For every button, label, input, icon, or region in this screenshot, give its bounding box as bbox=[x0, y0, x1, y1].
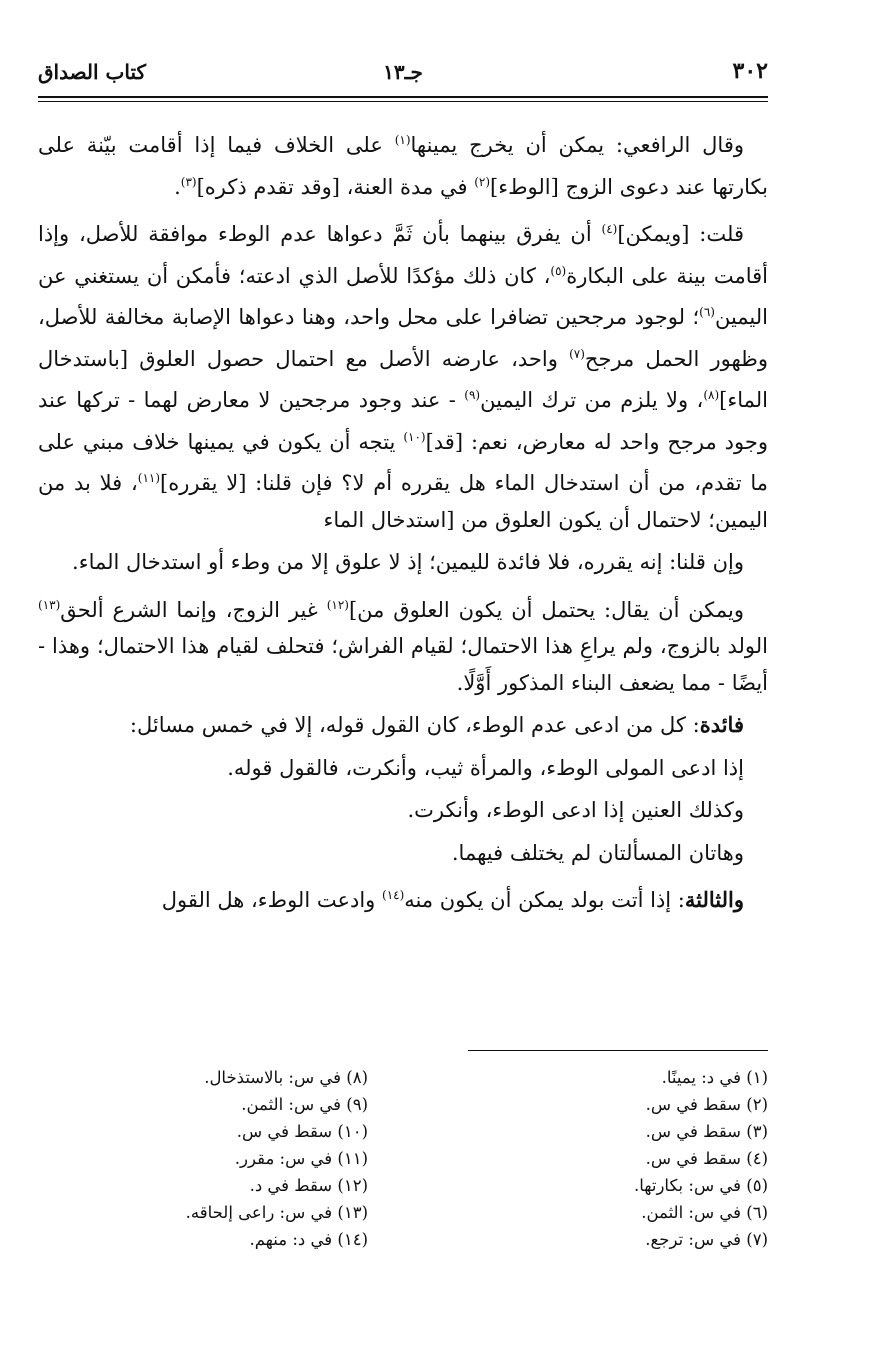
text-run: وادعت الوطء، هل القول bbox=[161, 888, 382, 912]
footnote-text: سقط في س. bbox=[236, 1122, 333, 1141]
footnote-text: في س: ترجع. bbox=[645, 1230, 741, 1249]
text-run: ، كان ذلك مؤكدًا للأصل الذي ادعته؛ فأمكن أن يستغني عن اليمين bbox=[38, 263, 768, 329]
page-number: ٣٠٢ bbox=[732, 58, 768, 84]
paragraph-5 bbox=[38, 707, 768, 744]
footnote-text: سقط في د. bbox=[249, 1176, 333, 1195]
footnote-ref[interactable]: (٩) bbox=[464, 388, 481, 402]
footnotes-left-column bbox=[28, 1064, 368, 1253]
footnote bbox=[428, 1118, 768, 1145]
footnote-text: في س: الثمن. bbox=[241, 1095, 341, 1114]
footnote-ref[interactable]: (١٤) bbox=[382, 888, 405, 902]
footnote-number: (١٤) bbox=[337, 1230, 368, 1249]
paragraph-4 bbox=[38, 587, 768, 702]
text-run: . bbox=[174, 174, 181, 199]
footnote-text: في س: بالاستذخال. bbox=[204, 1068, 341, 1087]
footnote-ref[interactable]: (٤) bbox=[601, 222, 618, 236]
footnote-number: (٢) bbox=[746, 1095, 768, 1114]
text-run: غير الزوج، وإنما الشرع ألحق bbox=[60, 597, 327, 622]
header-rule-thin bbox=[38, 101, 768, 102]
header-rule-thick bbox=[38, 96, 768, 98]
footnote bbox=[428, 1172, 768, 1199]
paragraph-7: وكذلك العنين إذا ادعى الوطء، وأنكرت. bbox=[407, 798, 744, 822]
paragraph-6: إذا ادعى المولى الوطء، والمرأة ثيب، وأنكرت، فالقول قوله. bbox=[227, 755, 744, 780]
paragraph-1 bbox=[38, 122, 768, 205]
text-run: على الخلاف فيما إذا أقامت بيّنة على بكارتها عند دعوى الزوج [الوطء] bbox=[38, 133, 768, 199]
footnote-number: (٩) bbox=[346, 1095, 368, 1114]
footnote bbox=[428, 1226, 768, 1253]
text-run: ويمكن أن يقال: يحتمل أن يكون العلوق من] bbox=[348, 597, 745, 622]
paragraph-2 bbox=[38, 211, 768, 538]
footnote-ref[interactable]: (٢) bbox=[474, 174, 491, 189]
text-run: : إذا أتت بولد يمكن أن يكون منه bbox=[404, 888, 685, 912]
footnote bbox=[28, 1226, 368, 1253]
footnote bbox=[28, 1091, 368, 1118]
footnote-number: (١٢) bbox=[337, 1176, 368, 1195]
footnote bbox=[428, 1091, 768, 1118]
footnote-text: في س: مقرر. bbox=[234, 1149, 333, 1168]
footnote-ref[interactable]: (٣) bbox=[180, 174, 197, 189]
text-run: - عند وجود مرجحين لا معارض لهما - تركها عند وجود مرجح واحد له معارض، نعم: [قد] bbox=[38, 388, 768, 454]
footnote-number: (٥) bbox=[746, 1176, 768, 1195]
footnote bbox=[28, 1118, 368, 1145]
footnote-text: في س: الثمن. bbox=[641, 1203, 741, 1222]
footnote bbox=[428, 1199, 768, 1226]
footnote-number: (٦) bbox=[746, 1203, 768, 1222]
footnote-ref[interactable]: (١٠) bbox=[403, 429, 426, 444]
footnote-number: (١١) bbox=[337, 1149, 368, 1168]
footnote bbox=[428, 1145, 768, 1172]
footnote-text: سقط في س. bbox=[645, 1095, 741, 1114]
third-case-label: والثالثة bbox=[684, 887, 744, 912]
footnote-text: في س: بكارتها. bbox=[633, 1176, 741, 1195]
text-run: ، فلا بد من اليمين؛ لاحتمال أن يكون العلوق من [استدخال الماء bbox=[38, 471, 768, 532]
paragraph-8: وهاتان المسألتان لم يختلف فيهما. bbox=[451, 840, 744, 865]
footnote-ref[interactable]: (٥) bbox=[550, 263, 567, 278]
text-run: الولد بالزوج، ولم يراعِ هذا الاحتمال؛ لقيام الفراش؛ فتحلف لقيام هذا الاحتمال؛ وهذا - أيضًا - مما يضعف البناء المذكور أَوَّلًا. bbox=[38, 634, 768, 695]
footnote-ref[interactable]: (٨) bbox=[703, 388, 720, 402]
footnote-ref[interactable]: (٦) bbox=[699, 305, 715, 319]
footnote-ref[interactable]: (١١) bbox=[137, 471, 161, 485]
footnote bbox=[428, 1064, 768, 1091]
footnote bbox=[28, 1199, 368, 1226]
text-run: قلت: [ويمكن] bbox=[617, 222, 744, 246]
footnote-text: سقط في س. bbox=[645, 1149, 741, 1168]
paragraph-3: وإن قلنا: إنه يقرره، فلا فائدة لليمين؛ إذ لا علوق إلا من وطء أو استدخال الماء. bbox=[72, 550, 744, 574]
footnote bbox=[28, 1145, 368, 1172]
text-run: ؛ لوجود مرجحين تضافرا على محل واحد، وهنا دعواها الإصابة مخالفة للأصل، وظهور الحمل مرجح bbox=[38, 305, 768, 371]
book-title: كتاب الصداق bbox=[38, 60, 147, 84]
paragraph-9 bbox=[38, 877, 768, 919]
footnote-ref[interactable]: (١) bbox=[394, 133, 411, 147]
volume-number: جـ١٣ bbox=[383, 60, 423, 84]
text-run: في مدة العنة، [وقد تقدم ذكره] bbox=[196, 174, 475, 199]
text-run: ، ولا يلزم من ترك اليمين bbox=[480, 388, 704, 412]
text-run: وقال الرافعي: يمكن أن يخرج يمينها bbox=[410, 133, 744, 157]
footnote bbox=[28, 1064, 368, 1091]
footnote-ref[interactable]: (٧) bbox=[569, 346, 585, 361]
footnote-text: في د: منهم. bbox=[249, 1230, 333, 1249]
footnote-text: في د: يمينًا. bbox=[661, 1068, 741, 1087]
footnote-number: (١٠) bbox=[337, 1122, 368, 1141]
footnotes-right-column bbox=[428, 1064, 768, 1253]
footnote-number: (٧) bbox=[746, 1230, 768, 1249]
text-run: يتجه أن يكون في يمينها خلاف مبني على ما تقدم، من أن استدخال الماء هل يقرره أم لا؟ فإن قلنا: [لا يقرره] bbox=[38, 429, 768, 495]
main-text bbox=[38, 122, 768, 925]
running-header bbox=[38, 58, 768, 96]
footnote-ref[interactable]: (١٣) bbox=[38, 597, 61, 612]
footnote-separator bbox=[468, 1050, 768, 1051]
footnote-number: (١٣) bbox=[337, 1203, 368, 1222]
footnote-text: في س: راعى إلحاقه. bbox=[185, 1203, 333, 1222]
text-run: أن يفرق بينهما بأن ثَمَّ دعواها عدم الوطء موافقة للأصل، وإذا أقامت بينة على البكارة bbox=[38, 222, 768, 288]
text-run: واحد، عارضه الأصل مع احتمال حصول العلوق [باستدخال الماء] bbox=[38, 346, 769, 412]
footnote-ref[interactable]: (١٢) bbox=[326, 597, 349, 612]
benefit-label: فائدة bbox=[699, 712, 744, 737]
footnote-number: (١) bbox=[746, 1068, 768, 1087]
footnote-number: (٣) bbox=[746, 1122, 768, 1141]
footnote-text: سقط في س. bbox=[645, 1122, 741, 1141]
footnote-number: (٨) bbox=[346, 1068, 368, 1087]
text-run: : كل من ادعى عدم الوطء، كان القول قوله، إلا في خمس مسائل: bbox=[129, 713, 700, 737]
footnote bbox=[28, 1172, 368, 1199]
footnote-number: (٤) bbox=[746, 1149, 768, 1168]
